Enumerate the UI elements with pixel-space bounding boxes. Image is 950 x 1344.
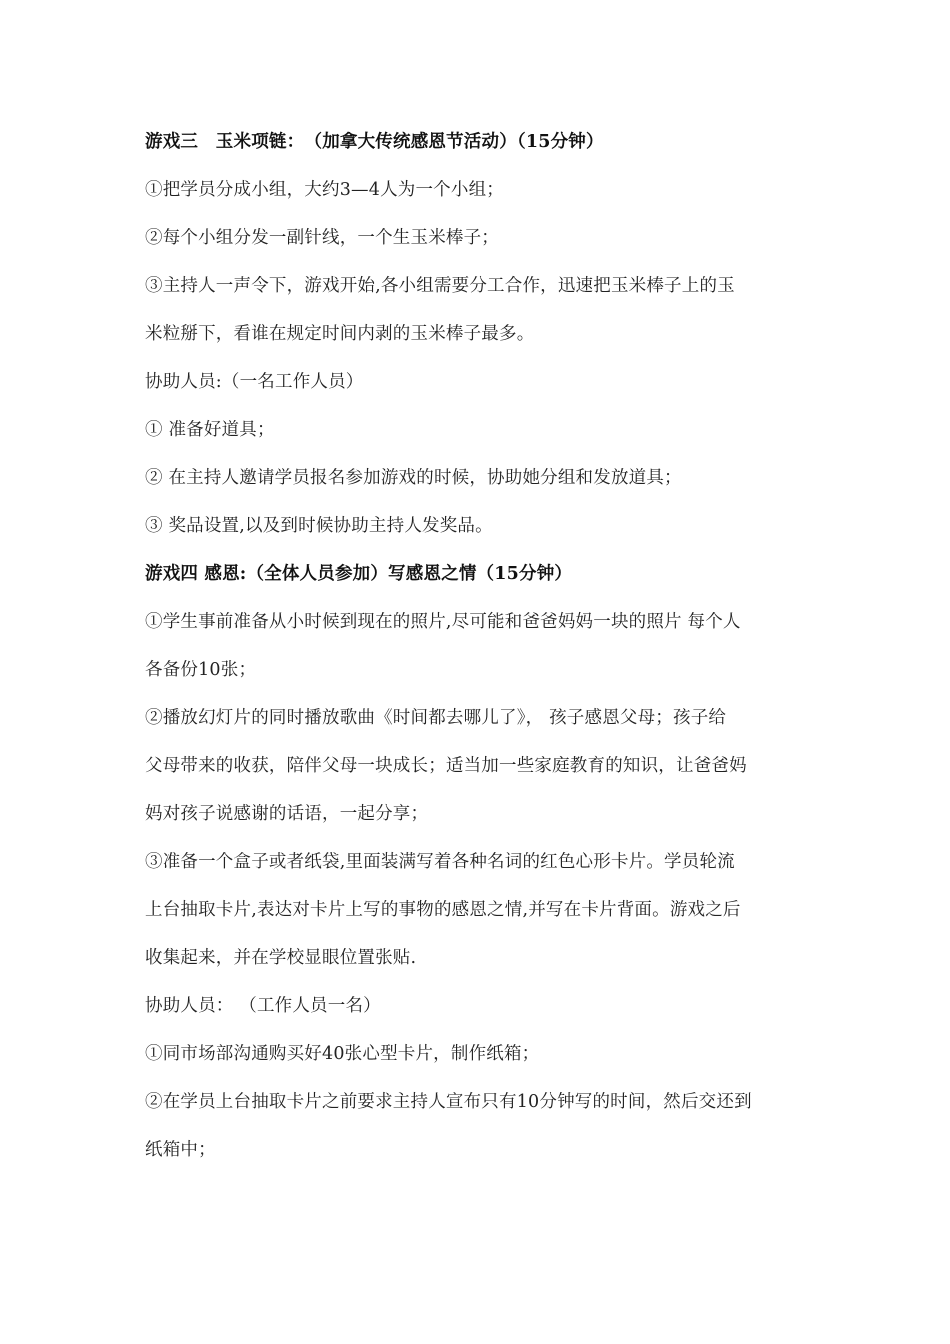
game-three-step-1: ①把学员分成小组，大约3—4人为一个小组；: [145, 180, 504, 200]
game-three-assistant-heading: 协助人员:（一名工作人员）: [145, 372, 364, 392]
game-four-step-3-continued: 上台抽取卡片,表达对卡片上写的事物的感恩之情,并写在卡片背面。游戏之后: [145, 900, 741, 920]
game-four-step-3: ③准备一个盒子或者纸袋,里面装满写着各种名词的红色心形卡片。学员轮流: [145, 852, 735, 872]
game-four-assistant-task-2-end: 纸箱中；: [145, 1140, 216, 1160]
game-four-step-1-continued: 各备份10张；: [145, 660, 257, 680]
document-body: [145, 118, 825, 1174]
game-four-heading: 游戏四 感恩:（全体人员参加）写感恩之情（15分钟）: [145, 564, 573, 584]
game-four-step-3-end: 收集起来，并在学校显眼位置张贴.: [145, 948, 417, 968]
game-four-step-2-end: 妈对孩子说感谢的话语，一起分享；: [145, 804, 429, 824]
game-three-step-3-continued: 米粒掰下，看谁在规定时间内剥的玉米棒子最多。: [145, 324, 535, 344]
game-three-heading: 游戏三 玉米项链： （加拿大传统感恩节活动）（15分钟）: [145, 132, 604, 152]
game-four-assistant-task-1: ①同市场部沟通购买好40张心型卡片，制作纸箱；: [145, 1044, 540, 1064]
game-three-step-2: ②每个小组分发一副针线，一个生玉米棒子；: [145, 228, 499, 248]
game-four-step-1: ①学生事前准备从小时候到现在的照片,尽可能和爸爸妈妈一块的照片 每个人: [145, 612, 741, 632]
game-four-step-2-continued: 父母带来的收获，陪伴父母一块成长；适当加一些家庭教育的知识，让爸爸妈: [145, 756, 747, 776]
game-three-assistant-task-3: ③ 奖品设置,以及到时候协助主持人发奖品。: [145, 516, 493, 536]
game-three-step-3: ③主持人一声令下，游戏开始,各小组需要分工合作，迅速把玉米棒子上的玉: [145, 276, 735, 296]
game-three-assistant-task-1: ① 准备好道具；: [145, 420, 275, 440]
game-four-assistant-task-2: ②在学员上台抽取卡片之前要求主持人宣布只有10分钟写的时间，然后交还到: [145, 1092, 752, 1112]
game-four-step-2: ②播放幻灯片的同时播放歌曲《时间都去哪儿了》， 孩子感恩父母；孩子给: [145, 708, 727, 728]
game-four-assistant-heading: 协助人员： （工作人员一名）: [145, 996, 381, 1016]
game-three-assistant-task-2: ② 在主持人邀请学员报名参加游戏的时候，协助她分组和发放道具；: [145, 468, 682, 488]
